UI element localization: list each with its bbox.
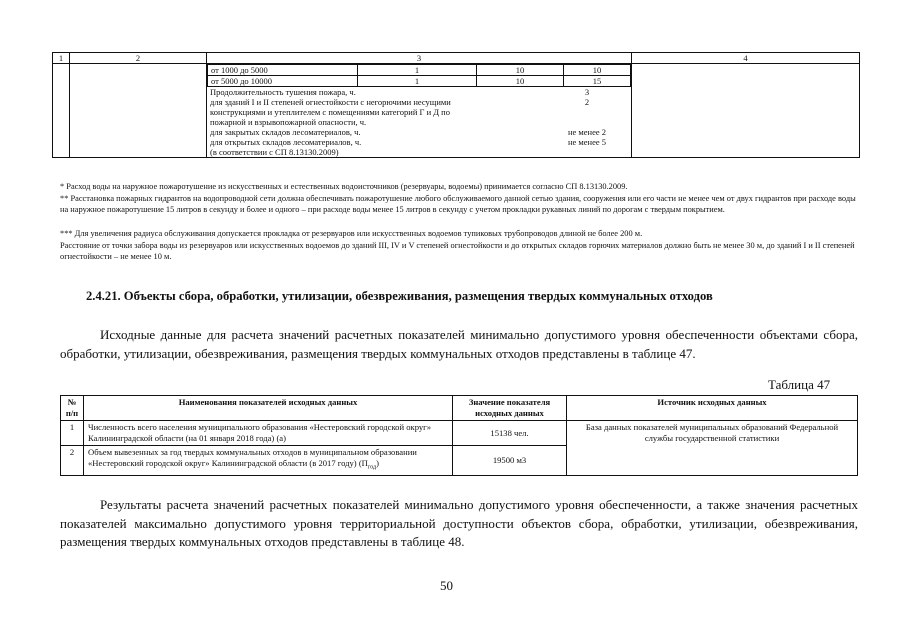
duration-line: Продолжительность тушения пожара, ч. — [210, 87, 356, 97]
table-47 — [60, 395, 858, 476]
row-name-subscript: год — [367, 464, 377, 471]
duration-line: пожарной и взрывопожарной опасности, ч. — [210, 117, 367, 127]
row-num: 2 — [61, 446, 84, 476]
range-cell: от 5000 до 10000 — [208, 76, 358, 87]
duration-value — [543, 107, 631, 117]
value-cell: 10 — [564, 65, 631, 76]
duration-value — [543, 147, 631, 157]
results-text: Результаты расчета значений расчетных показателей минимально допустимого уровня обеспеченности, а также значения расчетных показателей максимально допустимого уровня территориальной доступности объектов сбора, обработки, утилизации, обезвреживания, размещения твердых коммунальных отходов представлены в таблице 48. — [60, 497, 858, 549]
duration-line: конструкциями и утеплителем с помещениями категорий Г и Д по — [210, 107, 450, 117]
intro-text: Исходные данные для расчета значений расчетных показателей минимально допустимого уровня обеспеченности объектами сбора, обработки, утилизации, обезвреживания, размещения твердых коммунальных отходов представлены в таблице 47. — [60, 327, 858, 361]
row-value: 19500 м3 — [453, 446, 567, 476]
footnote-2: ** Расстановка пожарных гидрантов на водопроводной сети должна обеспечивать пожаротушение любого обслуживаемого данной сетью здания, сооружения или его части не менее чем от двух гидрантов при расходе воды на наружное пожаротушение 15 литров в секунду и более и одного – при расходе воды менее 15 литров в секунду с учетом прокладки рукавных линий по дорогам с твердым покрытием. — [60, 194, 856, 214]
intro-paragraph — [60, 326, 858, 363]
header-num: № п/п — [61, 396, 84, 421]
row-num: 1 — [61, 421, 84, 446]
section-heading: 2.4.21. Объекты сбора, обработки, утилизации, обезвреживания, размещения твердых коммунальных отходов — [86, 289, 713, 303]
table-caption: Таблица 47 — [768, 377, 831, 392]
results-paragraph — [60, 496, 858, 552]
value-cell: 1 — [358, 76, 477, 87]
col-header-3: 3 — [207, 53, 632, 64]
footnote-4: Расстояние от точки забора воды из резервуаров или искусственных водоемов до зданий III, IV и V степеней огнестойкости и до открытых складов горючих материалов должно быть не менее 30 м, до зданий I и II степеней огнестойкости – не менее 10 м. — [60, 241, 855, 261]
header-source: Источник исходных данных — [567, 396, 858, 421]
value-cell: 10 — [477, 65, 564, 76]
duration-line: (в соответствии с СП 8.13130.2009) — [210, 147, 339, 157]
duration-value: не менее 5 — [567, 137, 607, 147]
source-cell: База данных показателей муниципальных образований Федеральной службы государственной статистики — [567, 421, 858, 476]
fire-water-table — [52, 52, 860, 158]
row-name-text: Объем вывезенных за год твердых коммунальных отходов в муниципальном образовании «Нестеровский городской округ» Калининградской области (в 2017 году) (П — [88, 447, 417, 468]
footnote-1: * Расход воды на наружное пожаротушение из искусственных и естественных водоисточников (резервуары, водоемы) принимается согласно СП 8.13130.2009. — [60, 182, 628, 191]
value-cell: 10 — [477, 76, 564, 87]
header-value: Значение показателя исходных данных — [453, 396, 567, 421]
value-cell: 1 — [358, 65, 477, 76]
row-name: Численность всего населения муниципального образования «Нестеровский городской округ» Калининградской области (на 01 января 2018 года) (а) — [84, 421, 453, 446]
header-name: Наименования показателей исходных данных — [84, 396, 453, 421]
value-cell: 15 — [564, 76, 631, 87]
duration-value: 3 — [584, 87, 590, 97]
page-number: 50 — [440, 578, 453, 593]
col-header-2: 2 — [70, 53, 207, 64]
footnote-3: *** Для увеличения радиуса обслуживания допускается прокладка от резервуаров или искусственных водоемов тупиковых трубопроводов длиной не более 200 м. — [60, 229, 643, 238]
duration-value: не менее 2 — [567, 127, 607, 137]
range-cell: от 1000 до 5000 — [208, 65, 358, 76]
duration-line: для зданий I и II степеней огнестойкости с негорючими несущими — [210, 97, 451, 107]
col-header-4: 4 — [632, 53, 860, 64]
duration-value — [543, 117, 631, 127]
duration-subtable — [207, 87, 631, 157]
duration-line: для открытых складов лесоматериалов, ч. — [210, 137, 362, 147]
row-name-end: ) — [376, 458, 379, 468]
duration-value: 2 — [584, 97, 590, 107]
flow-rate-subtable — [207, 64, 631, 87]
table-row — [61, 421, 858, 446]
row-value: 15138 чел. — [453, 421, 567, 446]
row-name — [84, 446, 453, 476]
duration-line: для закрытых складов лесоматериалов, ч. — [210, 127, 361, 137]
col-header-1: 1 — [53, 53, 70, 64]
